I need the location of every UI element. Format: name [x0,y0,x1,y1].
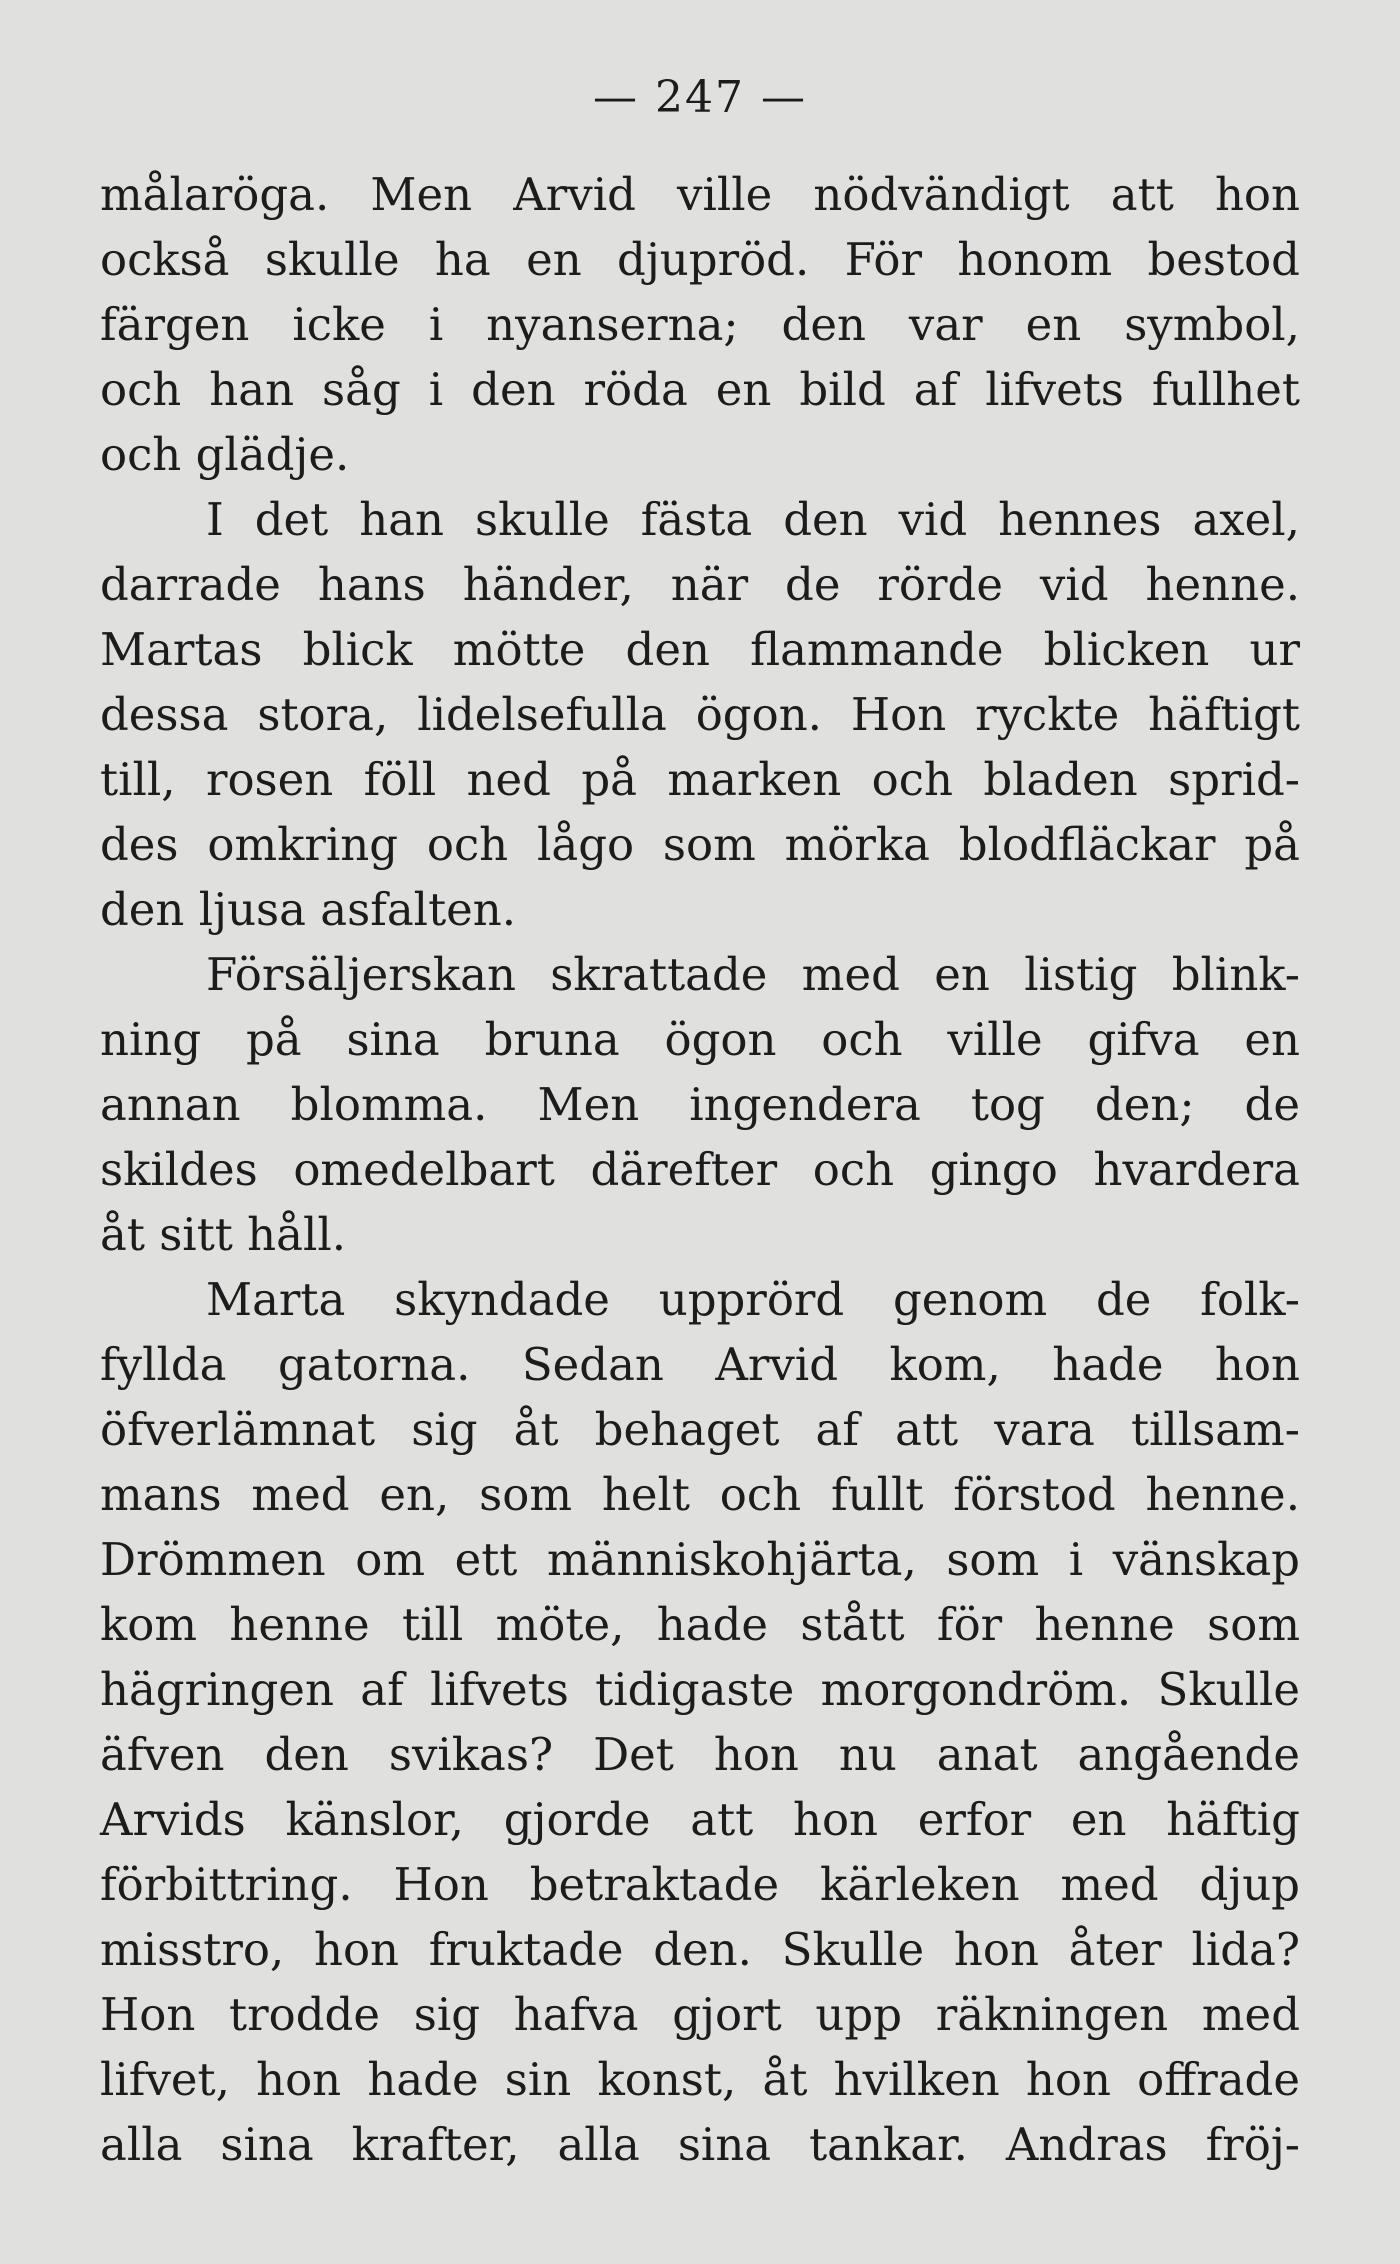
page-number: — 247 — [593,72,807,123]
text-line: mans med en, som helt och fullt förstod henne. [100,1468,1300,1521]
text-line: öfverlämnat sig åt behaget af att vara tillsam- [100,1403,1300,1456]
text-line: också skulle ha en djupröd. För honom bestod [100,233,1300,286]
text-line: alla sina krafter, alla sina tankar. Andras fröj- [100,2118,1300,2171]
text-line: darrade hans händer, när de rörde vid henne. [100,558,1300,611]
text-line: och glädje. [100,428,350,481]
text-line: annan blomma. Men ingendera tog den; de [100,1078,1300,1131]
text-line: förbittring. Hon betraktade kärleken med djup [100,1858,1300,1911]
text-line: till, rosen föll ned på marken och bladen sprid- [100,753,1300,806]
text-line: hägringen af lifvets tidigaste morgondröm. Skulle [100,1663,1300,1716]
body-text [100,162,1300,2177]
text-line: åt sitt håll. [100,1208,347,1261]
text-line: målaröga. Men Arvid ville nödvändigt att hon [100,168,1300,221]
text-line: dessa stora, lidelsefulla ögon. Hon ryckte häftigt [100,688,1300,741]
text-line: ning på sina bruna ögon och ville gifva en [100,1013,1300,1066]
text-line: I det han skulle fästa den vid hennes axel, [206,493,1300,546]
text-line: Marta skyndade upprörd genom de folk- [206,1273,1300,1326]
text-line: Hon trodde sig hafva gjort upp räkningen med [100,1988,1300,2041]
text-line: och han såg i den röda en bild af lifvets fullhet [100,363,1300,416]
text-line: lifvet, hon hade sin konst, åt hvilken hon offrade [100,2053,1300,2106]
text-line: skildes omedelbart därefter och gingo hvardera [100,1143,1300,1196]
text-line: Martas blick mötte den flammande blicken ur [100,623,1300,676]
text-line: des omkring och lågo som mörka blodfläckar på [100,818,1300,871]
text-line: misstro, hon fruktade den. Skulle hon åter lida? [100,1923,1300,1976]
text-line: fyllda gatorna. Sedan Arvid kom, hade hon [100,1338,1300,1391]
text-line: kom henne till möte, hade stått för henne som [100,1598,1300,1651]
text-line: Arvids känslor, gjorde att hon erfor en häftig [100,1793,1300,1846]
text-line: den ljusa asfalten. [100,883,517,936]
text-line: Drömmen om ett människohjärta, som i vänskap [100,1533,1300,1586]
text-line: färgen icke i nyanserna; den var en symbol, [100,298,1300,351]
text-line: äfven den svikas? Det hon nu anat angående [100,1728,1300,1781]
text-line: Försäljerskan skrattade med en listig blink- [206,948,1300,1001]
